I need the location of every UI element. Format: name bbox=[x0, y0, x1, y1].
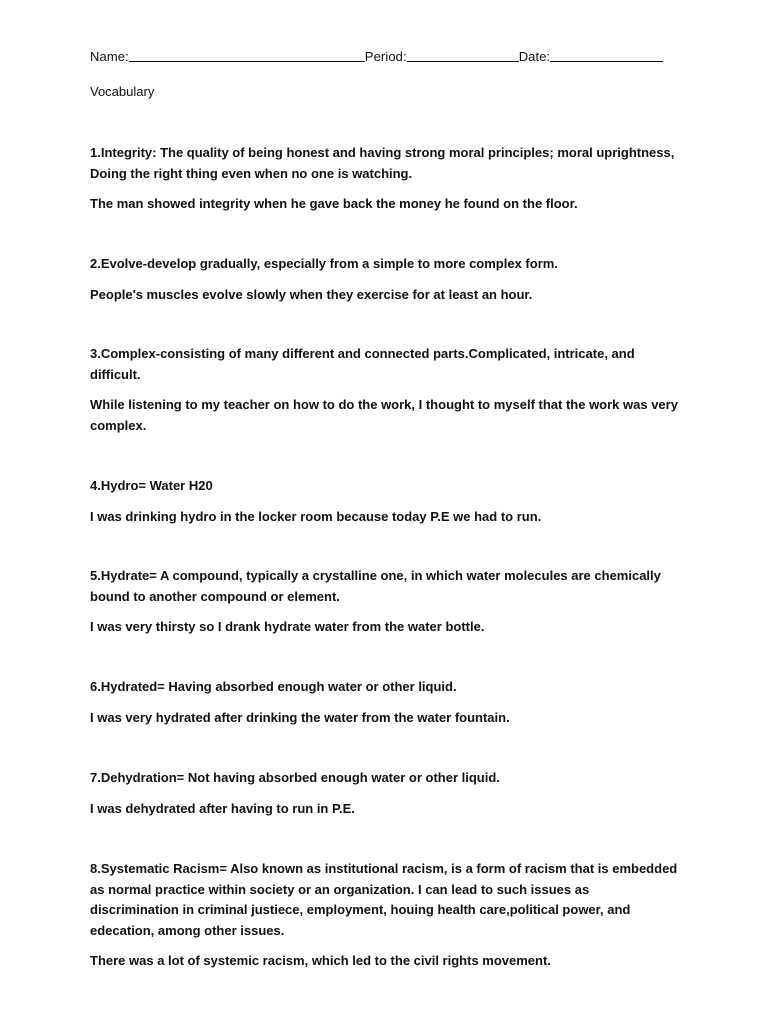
vocab-example: I was very thirsty so I drank hydrate water from the water bottle. bbox=[90, 619, 485, 634]
vocab-definition: 1.Integrity: The quality of being honest and having strong moral principles; moral uprightness, Doing the right thing even when no one is watching. bbox=[90, 145, 675, 181]
vocab-definition: 8.Systematic Racism= Also known as institutional racism, is a form of racism that is embedded as normal practice within society or an organization. I can lead to such issues as discrimination in criminal justiece, employment, houing health care,political power, and edecation, among other issues. bbox=[90, 861, 678, 938]
vocab-entry-hydrate bbox=[90, 566, 680, 638]
vocab-definition: 7.Dehydration= Not having absorbed enough water or other liquid. bbox=[90, 770, 500, 785]
vocab-example: I was drinking hydro in the locker room because today P.E we had to run. bbox=[90, 508, 542, 524]
date-blank-line bbox=[550, 48, 663, 62]
vocab-definition: 5.Hydrate= A compound, typically a crystalline one, in which water molecules are chemically bound to another compound or element. bbox=[90, 568, 661, 604]
vocab-entry-evolve bbox=[90, 254, 680, 305]
period-label: Period: bbox=[364, 49, 407, 64]
vocab-example: There was a lot of systemic racism, which led to the civil rights movement. bbox=[90, 953, 551, 968]
vocab-entry-hydrated bbox=[90, 677, 680, 728]
vocab-example: I was dehydrated after having to run in P.E. bbox=[90, 800, 355, 816]
vocab-definition: 2.Evolve-develop gradually, especially from a simple to more complex form. bbox=[90, 256, 558, 271]
vocab-entry-dehydration bbox=[90, 768, 680, 819]
date-label: Date: bbox=[518, 49, 551, 64]
name-label: Name: bbox=[90, 49, 129, 64]
vocab-definition: 4.Hydro= Water H20 bbox=[90, 478, 213, 493]
header-line bbox=[90, 48, 690, 64]
vocab-entry-complex bbox=[90, 344, 680, 436]
page-title: Vocabulary bbox=[90, 84, 155, 99]
vocab-example: The man showed integrity when he gave back the money he found on the floor. bbox=[90, 196, 578, 211]
vocab-definition: 3.Complex-consisting of many different and connected parts.Complicated, intricate, and difficult. bbox=[90, 346, 635, 382]
vocab-entry-systematic-racism bbox=[90, 859, 680, 972]
period-blank-line bbox=[407, 48, 519, 62]
vocab-example: While listening to my teacher on how to do the work, I thought to myself that the work was very complex. bbox=[90, 397, 678, 433]
vocab-entry-hydro bbox=[90, 476, 680, 527]
vocab-example: I was very hydrated after drinking the water from the water fountain. bbox=[90, 709, 510, 725]
name-blank-line bbox=[129, 48, 365, 62]
vocab-entry-integrity bbox=[90, 143, 680, 215]
vocab-example: People's muscles evolve slowly when they exercise for at least an hour. bbox=[90, 286, 533, 302]
vocab-definition: 6.Hydrated= Having absorbed enough water or other liquid. bbox=[90, 679, 457, 694]
